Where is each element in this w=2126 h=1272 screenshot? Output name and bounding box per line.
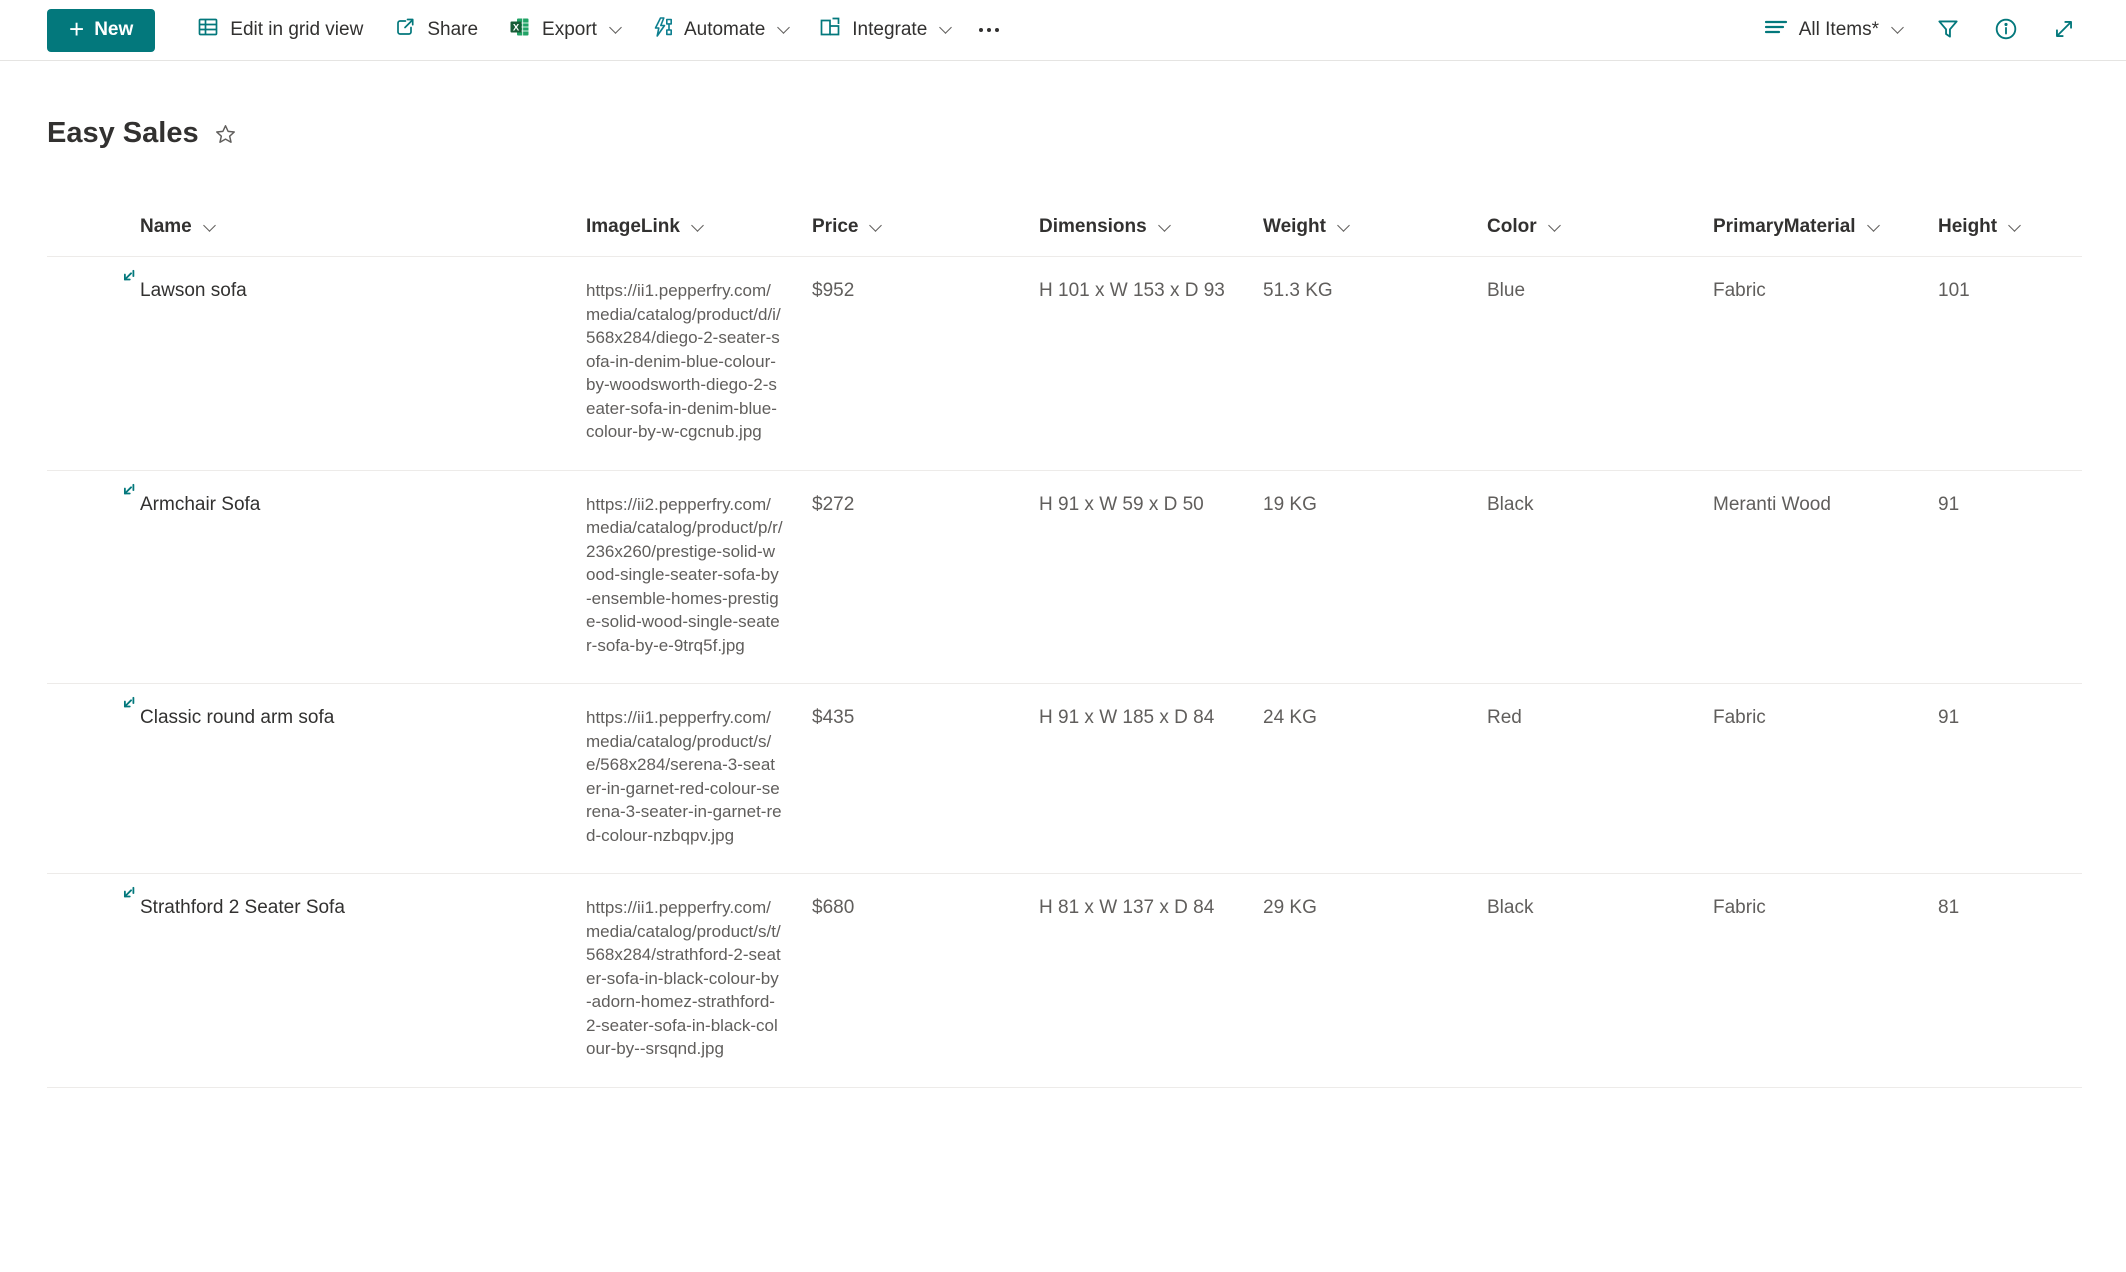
export-button[interactable]: [493, 8, 635, 52]
cell-color: Black: [1487, 897, 1534, 918]
page-title: Easy Sales: [47, 117, 199, 149]
new-item-badge-icon: [120, 268, 137, 292]
cell-price: $680: [812, 897, 855, 918]
filter-button[interactable]: [1926, 8, 1970, 52]
integrate-label: Integrate: [852, 19, 928, 40]
view-selector-label: All Items*: [1798, 19, 1879, 40]
table-row[interactable]: [47, 874, 2082, 1088]
chevron-down-icon: [203, 219, 216, 232]
svg-text:X: X: [512, 22, 520, 34]
cell-color: Red: [1487, 707, 1522, 728]
cell-color: Black: [1487, 493, 1534, 515]
cell-primarymaterial: Fabric: [1713, 280, 1766, 301]
cell-height: 81: [1938, 897, 1960, 918]
cell-price: $952: [812, 280, 855, 301]
item-name-link[interactable]: Strathford 2 Seater Sofa: [140, 896, 345, 920]
column-header-name[interactable]: Name: [140, 200, 586, 256]
item-name-link[interactable]: Armchair Sofa: [140, 493, 260, 517]
column-header-weight[interactable]: Weight: [1263, 200, 1487, 256]
column-header-color[interactable]: Color: [1487, 200, 1713, 256]
chevron-down-icon: [691, 219, 704, 232]
cell-weight: 19 KG: [1263, 493, 1317, 515]
new-button-label: New: [94, 19, 134, 40]
share-icon: [393, 15, 417, 45]
cell-primarymaterial: Fabric: [1713, 707, 1766, 728]
cell-dimensions: H 91 x W 59 x D 50: [1039, 493, 1204, 515]
cell-weight: 51.3 KG: [1263, 280, 1333, 301]
chevron-down-icon: [1867, 219, 1880, 232]
grid-icon: [196, 15, 220, 45]
cell-height: 101: [1938, 280, 1970, 301]
column-header-dimensions[interactable]: Dimensions: [1039, 200, 1263, 256]
cell-imagelink: https://ii1.pepperfry.com/media/catalog/product/s/e/568x284/serena-3-seater-in-garnet-red-colour-serena-3-seater-in-garnet-red-colour-nzbqpv.jpg: [586, 708, 782, 845]
column-header-price[interactable]: Price: [812, 200, 1039, 256]
automate-label: Automate: [683, 19, 766, 40]
column-header-height[interactable]: Height: [1938, 200, 2082, 256]
cell-price: $435: [812, 707, 855, 728]
cell-height: 91: [1938, 493, 1960, 515]
more-commands-icon[interactable]: [965, 8, 1013, 52]
info-button[interactable]: [1984, 8, 2028, 52]
new-button[interactable]: [47, 9, 155, 52]
expand-icon: [2051, 16, 2077, 45]
share-label: Share: [427, 19, 479, 40]
chevron-down-icon: [1337, 219, 1350, 232]
chevron-down-icon: [2008, 219, 2021, 232]
cell-weight: 24 KG: [1263, 707, 1317, 728]
table-row[interactable]: [47, 257, 2082, 471]
cell-price: $272: [812, 493, 855, 515]
plus-icon: +: [69, 14, 85, 44]
filter-icon: [1935, 16, 1961, 45]
column-header-imagelink[interactable]: ImageLink: [586, 200, 812, 256]
new-item-badge-icon: [120, 482, 137, 506]
chevron-down-icon: [609, 21, 622, 34]
cell-weight: 29 KG: [1263, 897, 1317, 918]
star-icon: [213, 122, 238, 150]
expand-button[interactable]: [2042, 8, 2086, 52]
table-row[interactable]: [47, 684, 2082, 874]
cell-imagelink: https://ii2.pepperfry.com/media/catalog/product/p/r/236x260/prestige-solid-wood-single-seater-sofa-by-ensemble-homes-prestige-solid-wood-single-seater-sofa-by-e-9trq5f.jpg: [586, 494, 783, 655]
cell-imagelink: https://ii1.pepperfry.com/media/catalog/product/s/t/568x284/strathford-2-seater-sofa-in-black-colour-by-adorn-homez-strathford-2-seater-sofa-in-black-colour-by--srsqnd.jpg: [586, 898, 781, 1058]
chevron-down-icon: [1548, 219, 1561, 232]
cell-color: Blue: [1487, 280, 1526, 301]
cell-dimensions: H 101 x W 153 x D 93: [1039, 280, 1225, 301]
edit-in-grid-view-label: Edit in grid view: [230, 19, 364, 40]
automate-icon: [650, 15, 674, 45]
integrate-button[interactable]: [803, 8, 965, 52]
table-row[interactable]: [47, 471, 2082, 685]
new-item-badge-icon: [120, 695, 137, 719]
chevron-down-icon: [777, 21, 790, 34]
new-item-badge-icon: [120, 885, 137, 909]
excel-icon: [508, 15, 532, 45]
chevron-down-icon: [939, 21, 952, 34]
item-name-link[interactable]: Classic round arm sofa: [140, 706, 334, 730]
cell-dimensions: H 81 x W 137 x D 84: [1039, 897, 1215, 918]
info-icon: [1993, 16, 2019, 45]
favorite-button[interactable]: [213, 122, 238, 150]
chevron-down-icon: [870, 219, 883, 232]
item-name-link[interactable]: Lawson sofa: [140, 279, 247, 303]
column-header-primarymaterial[interactable]: PrimaryMaterial: [1713, 200, 1938, 256]
edit-in-grid-view-button[interactable]: [181, 8, 378, 52]
share-button[interactable]: [378, 8, 493, 52]
view-selector[interactable]: [1753, 8, 1912, 52]
cell-imagelink: https://ii1.pepperfry.com/media/catalog/product/d/i/568x284/diego-2-seater-sofa-in-denim-blue-colour-by-woodsworth-diego-2-seater-sofa-in-denim-blue-colour-by-w-cgcnub.jpg: [586, 281, 781, 441]
chevron-down-icon: [1158, 219, 1171, 232]
cell-primarymaterial: Fabric: [1713, 897, 1766, 918]
view-switch-icon: [1763, 15, 1789, 45]
automate-button[interactable]: [635, 8, 803, 52]
cell-primarymaterial: Meranti Wood: [1713, 493, 1831, 515]
integrate-icon: [818, 15, 842, 45]
chevron-down-icon: [1891, 21, 1904, 34]
table-header-row: [47, 200, 2082, 257]
cell-height: 91: [1938, 707, 1960, 728]
cell-dimensions: H 91 x W 185 x D 84: [1039, 707, 1215, 728]
command-bar: [0, 0, 2126, 61]
list-table: [47, 200, 2082, 1088]
export-label: Export: [542, 19, 597, 40]
